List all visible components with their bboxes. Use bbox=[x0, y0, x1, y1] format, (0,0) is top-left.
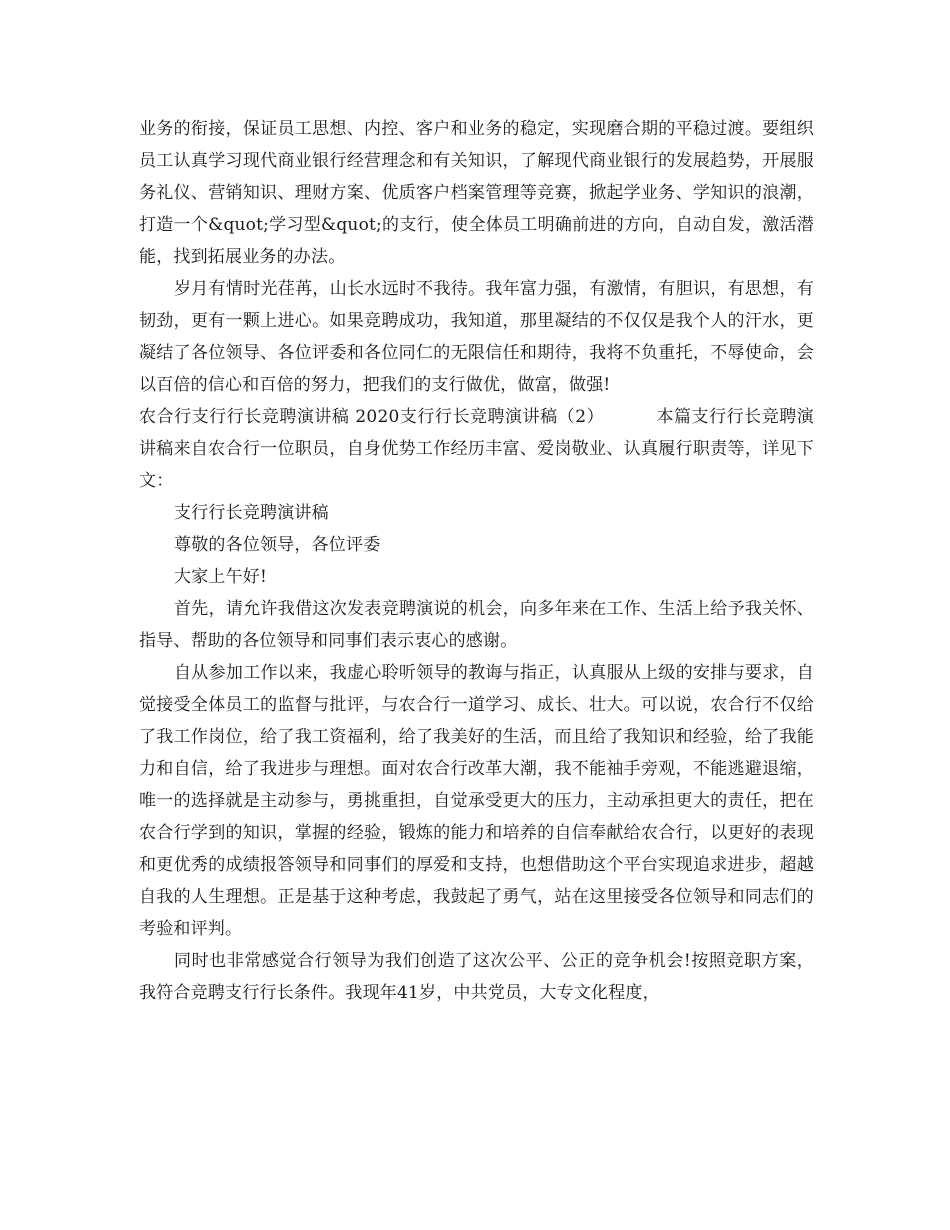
paragraph-experience: 自从参加工作以来，我虚心聆听领导的教诲与指正，认真服从上级的安排与要求，自觉接受全体员工的监督与批评，与农合行一道学习、成长、壮大。可以说，农合行不仅给了我工作岗位，给了我工资福利，给了我美好的生活，而且给了我知识和经验，给了我能力和自信，给了我进步与理想。面对农合行改革大潮，我不能袖手旁观，不能逃避退缩，唯一的选择就是主动参与，勇挑重担，自觉承受更大的压力，主动承担更大的责任，把在农合行学到的知识，掌握的经验，锻炼的能力和培养的自信奉献给农合行，以更好的表现和更优秀的成绩报答领导和同事们的厚爱和支持，也想借助这个平台实现追求进步，超越自我的人生理想。正是基于这种考虑，我鼓起了勇气，站在这里接受各位领导和同志们的考验和评判。 bbox=[139, 663, 814, 939]
paragraph-2: 岁月有情时光荏苒，山长水远时不我待。我年富力强，有激情，有胆识，有思想，有韧劲，更有一颗上进心。如果竞聘成功，我知道，那里凝结的不仅仅是我个人的汗水，更凝结了各位领导、各位评委和各位同仁的无限信任和期待，我将不负重托，不辱使命，会以百倍的信心和百倍的努力，把我们的支行做优，做富，做强! bbox=[139, 279, 814, 395]
paragraph-qualification: 同时也非常感觉合行领导为我们创造了这次公平、公正的竞争机会!按照竞职方案，我符合竞聘支行行长条件。我现年41岁，中共党员，大专文化程度， bbox=[139, 951, 814, 1003]
speech-title: 支行行长竞聘演讲稿 bbox=[174, 503, 329, 523]
greeting: 大家上午好! bbox=[174, 567, 268, 587]
paragraph-1: 业务的衔接，保证员工思想、内控、客户和业务的稳定，实现磨合期的平稳过渡。要组织员工认真学习现代商业银行经营理念和有关知识，了解现代商业银行的发展趋势，开展服务礼仪、营销知识、理财方案、优质客户档案管理等竞赛，掀起学业务、学知识的浪潮，打造一个&quot;学习型&quot;的支行，使全体员工明确前进的方向，自动自发，激活潜能，找到拓展业务的办法。 bbox=[139, 119, 814, 267]
document-page bbox=[139, 113, 814, 1009]
paragraph-thanks: 首先，请允许我借这次发表竞聘演说的机会，向多年来在工作、生活上给予我关怀、指导、帮助的各位领导和同事们表示衷心的感谢。 bbox=[139, 599, 814, 651]
paragraph-3 bbox=[139, 401, 814, 497]
salutation: 尊敬的各位领导，各位评委 bbox=[174, 535, 381, 555]
article-intro: 本篇支行行长竞聘演讲稿来自农合行一位职员，自身优势工作经历丰富、爱岗敬业、认真履行职责等，详见下文： bbox=[139, 407, 814, 491]
article-title: 农合行支行行长竞聘演讲稿 2020支行行长竞聘演讲稿（2） bbox=[139, 407, 605, 427]
